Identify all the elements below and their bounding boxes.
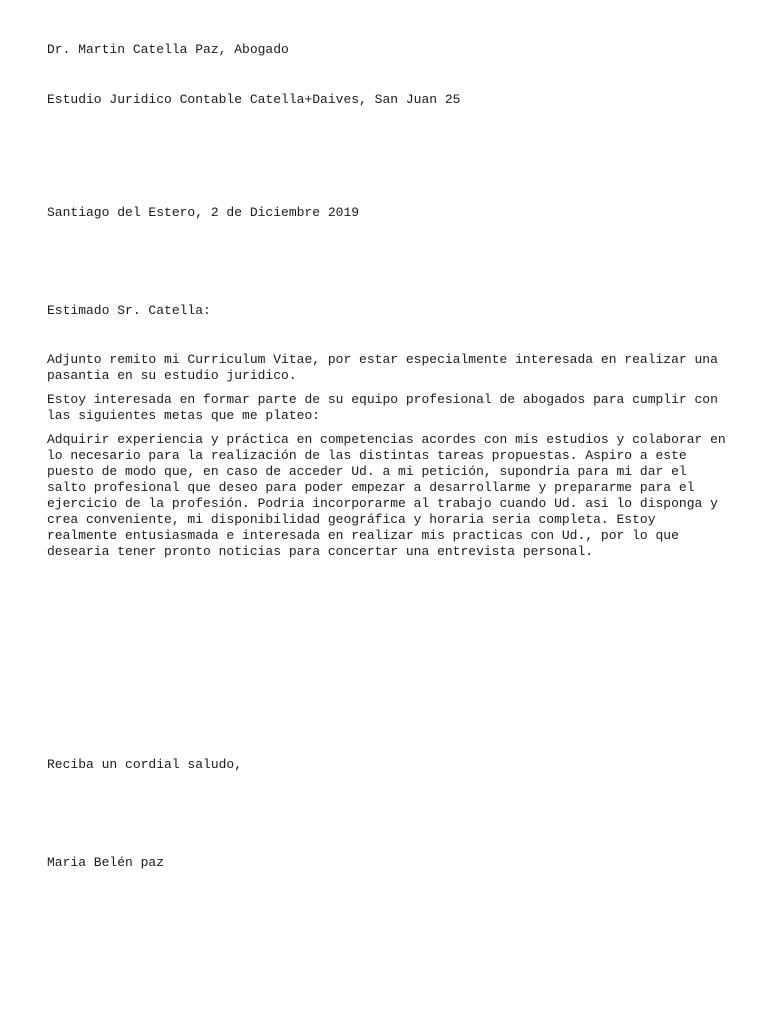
paragraph-line: pasantia en su estudio juridico. [47, 368, 297, 383]
paragraph-line: las siguientes metas que me plateo: [47, 408, 321, 423]
recipient-name: Dr. Martin Catella Paz, Abogado [47, 42, 289, 57]
place-date: Santiago del Estero, 2 de Diciembre 2019 [47, 205, 360, 220]
paragraph-line: puesto de modo que, en caso de acceder Ud. a mi petición, supondria para mi dar el [47, 464, 687, 479]
paragraph-goals [47, 432, 737, 560]
paragraph-line: desearia tener pronto noticias para concertar una entrevista personal. [47, 544, 594, 559]
paragraph-line: realmente entusiasmada e interesada en realizar mis practicas con Ud., por lo que [47, 528, 679, 543]
paragraph-line: Estoy interesada en formar parte de su equipo profesional de abogados para cumplir con [47, 392, 718, 407]
paragraph-interest [47, 392, 737, 424]
paragraph-intro [47, 352, 737, 384]
paragraph-line: Adquirir experiencia y práctica en competencias acordes con mis estudios y colaborar en [47, 432, 726, 447]
salutation: Estimado Sr. Catella: [47, 303, 211, 318]
recipient-address: Estudio Juridico Contable Catella+Daives, San Juan 25 [47, 92, 461, 107]
paragraph-line: crea conveniente, mi disponibilidad geográfica y horaria seria completa. Estoy [47, 512, 656, 527]
signature: Maria Belén paz [47, 855, 165, 870]
paragraph-line: Adjunto remito mi Curriculum Vitae, por estar especialmente interesada en realizar una [47, 352, 718, 367]
paragraph-line: salto profesional que deseo para poder empezar a desarrollarme y prepararme para el [47, 480, 695, 495]
closing: Reciba un cordial saludo, [47, 757, 243, 772]
paragraph-line: ejercicio de la profesión. Podria incorporarme al trabajo cuando Ud. asi lo disponga y [47, 496, 718, 511]
paragraph-line: lo necesario para la realización de las distintas tareas propuestas. Aspiro a este [47, 448, 687, 463]
